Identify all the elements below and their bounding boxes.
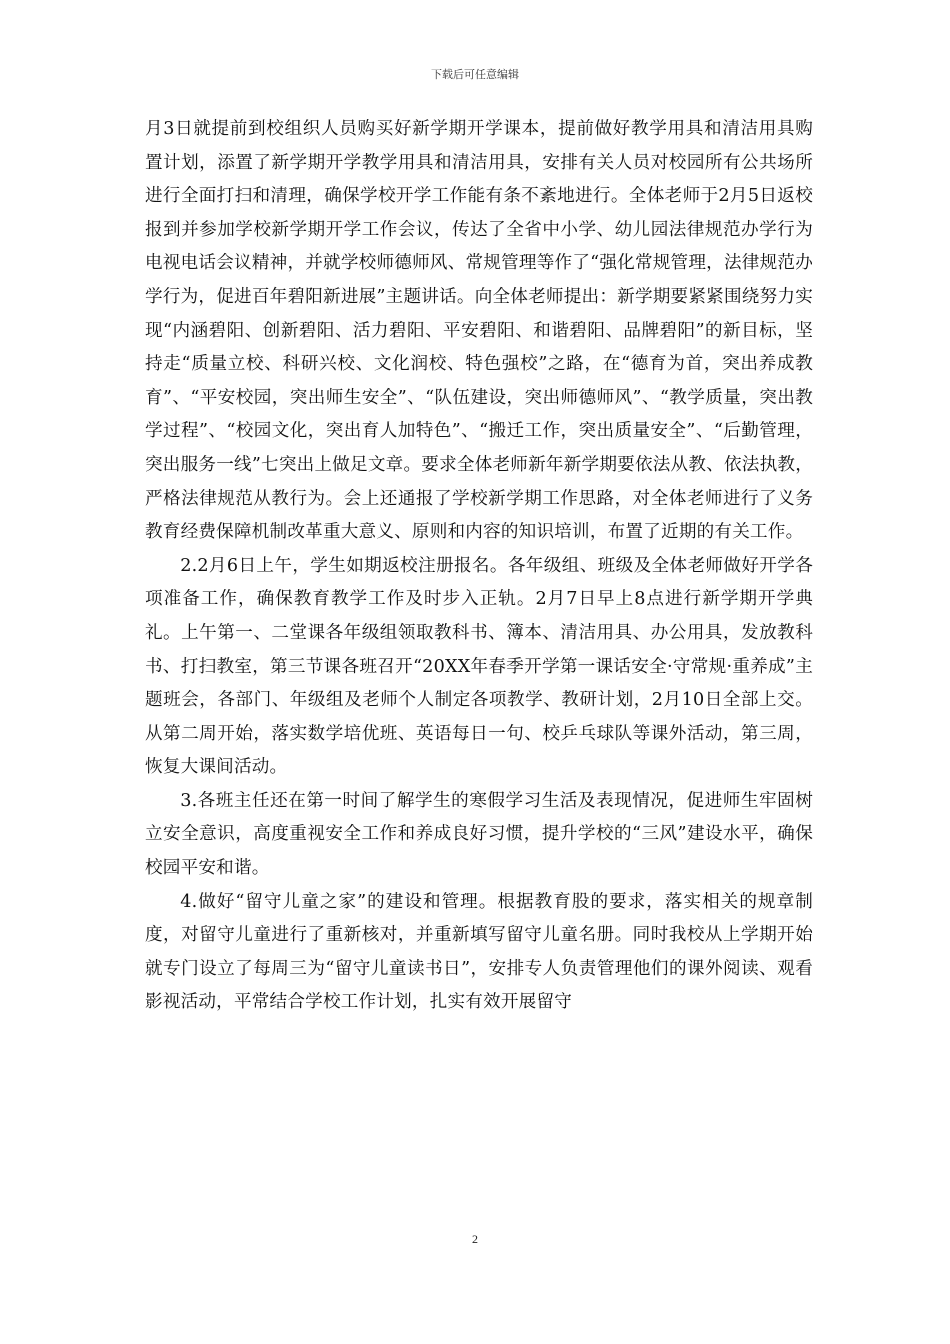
paragraph-4: 4.做好“留守儿童之家”的建设和管理。根据教育股的要求，落实相关的规章制度，对留守儿童进行了重新核对，并重新填写留守儿童名册。同时我校从上学期开始就专门设立了每周三为“留守儿童读书日”，安排专人负责管理他们的课外阅读、观看影视活动，平常结合学校工作计划，扎实有效开展留守 bbox=[145, 891, 813, 1013]
document-body bbox=[145, 113, 813, 1020]
paragraph-1: 月3日就提前到校组织人员购买好新学期开学课本，提前做好教学用具和清洁用具购置计划，添置了新学期开学教学用具和清洁用具，安排有关人员对校园所有公共场所进行全面打扫和清理，确保学校开学工作能有条不紊地进行。全体老师于2月5日返校报到并参加学校新学期开学工作会议，传达了全省中小学、幼儿园法律规范办学行为电视电话会议精神，并就学校师德师风、常规管理等作了“强化常规管理，法律规范办学行为，促进百年碧阳新进展”主题讲话。向全体老师提出：新学期要紧紧围绕努力实现“内涵碧阳、创新碧阳、活力碧阳、平安碧阳、和谐碧阳、品牌碧阳”的新目标，坚持走“质量立校、科研兴校、文化润校、特色强校”之路，在“德育为首，突出养成教育”、“平安校园，突出师生安全”、“队伍建设，突出师德师风”、“教学质量，突出教学过程”、“校园文化，突出育人加特色”、“搬迁工作，突出质量安全”、“后勤管理，突出服务一线”七突出上做足文章。要求全体老师新年新学期要依法从教、依法执教，严格法律规范从教行为。会上还通报了学校新学期工作思路，对全体老师进行了义务教育经费保障机制改革重大意义、原则和内容的知识培训，布置了近期的有关工作。 bbox=[145, 119, 813, 543]
paragraph-3: 3.各班主任还在第一时间了解学生的寒假学习生活及表现情况，促进师生牢固树立安全意识，高度重视安全工作和养成良好习惯，提升学校的“三风”建设水平，确保校园平安和谐。 bbox=[145, 790, 813, 879]
page-header: 下载后可任意编辑 bbox=[431, 68, 519, 81]
paragraph-2: 2.2月6日上午，学生如期返校注册报名。各年级组、班级及全体老师做好开学各项准备工作，确保教育教学工作及时步入正轨。2月7日早上8点进行新学期开学典礼。上午第一、二堂课各年级组领取教科书、簿本、清洁用具、办公用具，发放教科书、打扫教室，第三节课各班召开“20XX年春季开学第一课话安全·守常规·重养成”主题班会，各部门、年级组及老师个人制定各项教学、教研计划，2月10日全部上交。从第二周开始，落实数学培优班、英语每日一句、校乒乓球队等课外活动，第三周，恢复大课间活动。 bbox=[145, 555, 813, 778]
page-number: 2 bbox=[472, 1232, 478, 1246]
